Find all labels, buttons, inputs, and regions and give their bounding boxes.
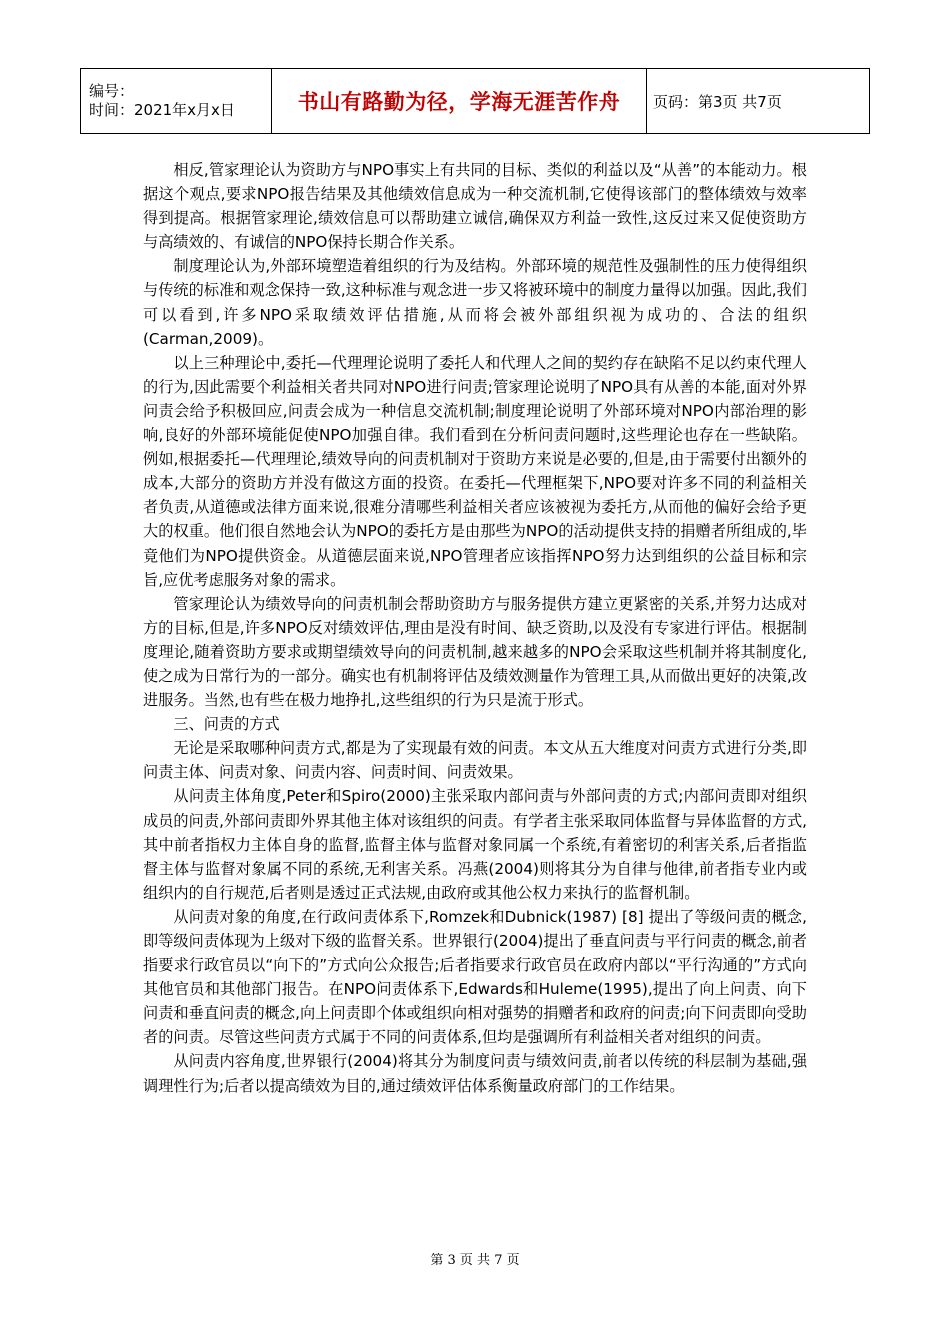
paragraph-stewardship-critique: 管家理论认为绩效导向的问责机制会帮助资助方与服务提供方建立更紧密的关系,并努力达成对方的目标,但是,许多NPO反对绩效评估,理由是没有时间、缺乏资助,以及没有专家进行评估。根据制度理论,随着资助方要求或期望绩效导向的问责机制,越来越多的NPO会采取这些机制并将其制度化,使之成为日常行为的一部分。确实也有机制将评估及绩效测量作为管理工具,从而做出更好的决策,改进服务。当然,也有些在极力地挣扎,这些组织的行为只是流于形式。	[143, 594, 807, 710]
paragraph-accountability-content: 从问责内容角度,世界银行(2004)将其分为制度问责与绩效问责,前者以传统的科层制为基础,强调理性行为;后者以提高绩效为目的,通过绩效评估体系衡量政府部门的工作结果。	[143, 1052, 808, 1095]
paragraph-accountability-dimensions: 无论是采取哪种问责方式,都是为了实现最有效的问责。本文从五大维度对问责方式进行分类,即问责主体、问责对象、问责内容、问责时间、问责效果。	[143, 739, 807, 782]
header-page-label: 页码：第3页 共7页	[647, 69, 870, 134]
page-footer: 第 3 页 共 7 页	[430, 1253, 520, 1268]
paragraph-accountability-object: 从问责对象的角度,在行政问责体系下,Romzek和Dubnick(1987) [8] 提出了等级问责的概念,即等级问责体现为上级对下级的监督关系。世界银行(2004)提出了垂直问责与平行问责的概念,前者指要求行政官员以“向下的”方式向公众报告;后者指要求行政官员在政府内部以“平行沟通的”方式向其他官员和其他部门报告。在NPO问责体系下,Edwards和Huleme(1995),提出了向上问责、向下问责和垂直问责的概念,向上问责即个体或组织向相对强势的捐赠者和政府的问责;向下问责即向受助者的问责。尽管这些问责方式属于不同的问责体系,但均是强调所有利益相关者对组织的问责。	[143, 907, 807, 1047]
section-heading: 三、问责的方式	[173, 715, 280, 734]
document-time-label: 时间：2021年x月x日	[89, 101, 235, 119]
document-number-label: 编号：	[89, 82, 135, 100]
paragraph-stewardship: 相反,管家理论认为资助方与NPO事实上有共同的目标、类似的利益以及“从善”的本能动力。根据这个观点,要求NPO报告结果及其他绩效信息成为一种交流机制,它使得该部门的整体绩效与效率得到提高。根据管家理论,绩效信息可以帮助建立诚信,确保双方利益一致性,这反过来又促使资助方与高绩效的、有诚信的NPO保持长期合作关系。	[143, 161, 807, 252]
paragraph-institutional: 制度理论认为,外部环境塑造着组织的行为及结构。外部环境的规范性及强制性的压力使得组织与传统的标准和观念保持一致,这种标准与观念进一步又将被环境中的制度力量得以加强。因此,我们可以看到,许多NPO采取绩效评估措施,从而将会被外部组织视为成功的、合法的组织(Carman,2009)。	[143, 257, 807, 348]
header-motto: 书山有路勤为径，学海无涯苦作舟	[272, 69, 647, 134]
paragraph-summary-theories: 以上三种理论中,委托—代理理论说明了委托人和代理人之间的契约存在缺陷不足以约束代理人的行为,因此需要个利益相关者共同对NPO进行问责;管家理论说明了NPO具有从善的本能,面对外界问责会给予积极回应,问责会成为一种信息交流机制;制度理论说明了外部环境对NPO内部治理的影响,良好的外部环境能促使NPO加强自律。我们看到在分析问责问题时,这些理论也存在一些缺陷。例如,根据委托—代理理论,绩效导向的问责机制对于资助方来说是必要的,但是,由于需要付出额外的成本,大部分的资助方并没有做这方面的投资。在委托—代理框架下,NPO要对许多不同的利益相关者负责,从道德或法律方面来说,很难分清哪些利益相关者应该被视为委托方,从而他的偏好会给予更大的权重。他们很自然地会认为NPO的委托方是由那些为NPO的活动提供支持的捐赠者所组成的,毕竟他们为NPO提供资金。从道德层面来说,NPO管理者应该指挥NPO努力达到组织的公益目标和宗旨,应优考虑服务对象的需求。	[143, 353, 807, 589]
document-body	[143, 158, 807, 1098]
header-table	[80, 68, 870, 134]
header-info-cell	[81, 69, 272, 134]
paragraph-accountability-subject: 从问责主体角度,Peter和Spiro(2000)主张采取内部问责与外部问责的方式;内部问责即对组织成员的问责,外部问责即外界其他主体对该组织的问责。有学者主张采取同体监督与异体监督的方式,其中前者指权力主体自身的监督,监督主体与监督对象同属一个系统,有着密切的利害关系,后者指监督主体与监督对象属不同的系统,无利害关系。冯燕(2004)则将其分为自律与他律,前者指专业内或组织内的自行规范,后者则是透过正式法规,由政府或其他公权力来执行的监督机制。	[143, 787, 807, 902]
